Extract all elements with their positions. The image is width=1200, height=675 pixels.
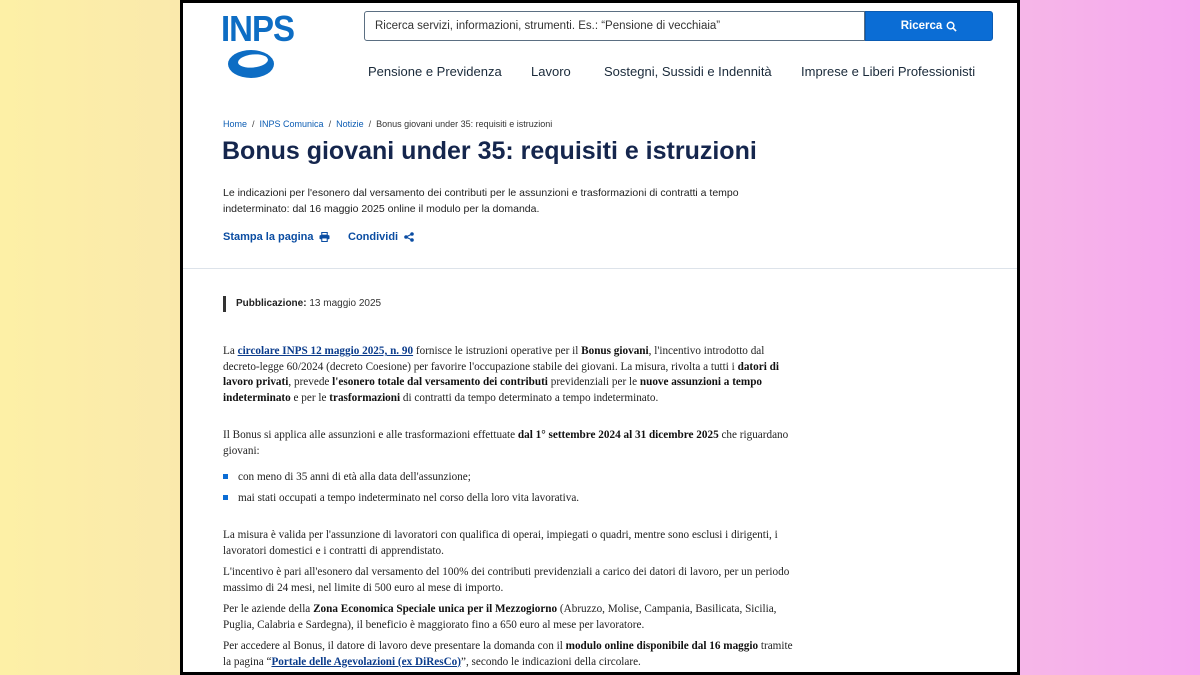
publication-date (223, 296, 381, 312)
bold-text: Bonus giovani (581, 345, 649, 357)
paragraph-eligibility: La misura è valida per l'assunzione di lavoratori con qualifica di operai, impiegati o quadri, mentre sono esclusi i dirigenti, i lavoratori domestici e i contratti di apprendistato. (223, 529, 778, 557)
paragraph-intro (223, 344, 803, 406)
paragraph-application (223, 639, 803, 670)
bold-text: dal 1° settembre 2024 al 31 dicembre 2025 (517, 429, 719, 441)
text: ”, secondo le indicazioni della circolare. (461, 655, 641, 668)
share-icon (404, 232, 414, 242)
bold-text: l'esonero totale dal versamento dei contributi (332, 376, 548, 389)
text: Per le aziende della (223, 603, 314, 615)
paragraph-amount: L'incentivo è pari all'esonero dal versamento del 100% dei contributi previdenziali a carico dei datori di lavoro, per un periodo massimo di 24 mesi, nel limite di 500 euro al mese di importo. (223, 566, 790, 594)
text: , prevede (288, 376, 333, 389)
logo-text: INPS (221, 8, 295, 49)
print-button[interactable] (223, 231, 330, 243)
page-title: Bonus giovani under 35: requisiti e istruzioni (222, 137, 757, 165)
breadcrumb-inps-comunica[interactable]: INPS Comunica (259, 119, 324, 129)
bold-text: modulo online disponibile dal 16 maggio (565, 640, 759, 652)
breadcrumb-home[interactable]: Home (223, 119, 248, 129)
bold-text: datori di lavoro privati (223, 360, 779, 389)
share-button[interactable] (348, 231, 414, 243)
page-subtitle: Le indicazioni per l'esonero dal versamento dei contributi per le assunzioni e trasformazioni di contratti a tempo indeterminato: dal 16 maggio 2025 online il modulo per la domanda. (223, 187, 739, 215)
text: di contratti da tempo determinato a tempo indeterminato. (400, 391, 659, 404)
text: Il Bonus si applica alle assunzioni e alle trasformazioni effettuate (223, 429, 518, 441)
breadcrumb-current: Bonus giovani under 35: requisiti e istruzioni (376, 119, 553, 129)
publication-value: 13 maggio 2025 (309, 298, 382, 309)
nav-item-lavoro[interactable]: Lavoro (531, 64, 571, 79)
web-page (183, 3, 1017, 672)
text: previdenziali per le (547, 376, 640, 389)
list-item (223, 492, 579, 504)
bold-text: nuove assunzioni a tempo indeterminato (223, 376, 763, 404)
breadcrumb (223, 119, 552, 129)
text: La (223, 345, 238, 357)
breadcrumb-notizie[interactable]: Notizie (336, 119, 364, 129)
text: (Abruzzo, Molise, Campania, Basilicata, Sicilia, Puglia, Calabria e Sardegna), il beneficio è maggiorato fino a 650 euro al mese per lavoratore. (223, 603, 777, 631)
text: Per accedere al Bonus, il datore di lavoro deve presentare la domanda con il (223, 640, 566, 652)
paragraph-period (223, 428, 803, 459)
portale-agevolazioni-link[interactable]: Portale delle Agevolazioni (ex DiResCo) (271, 655, 461, 668)
breadcrumb-separator: / (328, 119, 332, 129)
text: fornisce le istruzioni operative per il (413, 345, 582, 357)
bullet-marker (223, 495, 228, 500)
circolare-link[interactable]: circolare INPS 12 maggio 2025, n. 90 (237, 345, 414, 357)
search-button[interactable] (865, 11, 993, 41)
search-input[interactable]: Ricerca servizi, informazioni, strumenti. Es.: “Pensione di vecchiaia” (364, 11, 865, 41)
text: , l'incentivo introdotto dal decreto-legge 60/2024 (decreto Coesione) per favorire l'occupazione stabile dei giovani. La misura, rivolta a tutti i (223, 345, 765, 373)
list-item-text: mai stati occupati a tempo indeterminato nel corso della loro vita lavorativa. (238, 492, 580, 504)
print-label: Stampa la pagina (223, 231, 314, 243)
bullet-marker (223, 474, 228, 479)
text: che riguardano giovani: (223, 429, 789, 457)
section-divider (183, 268, 1017, 269)
paragraph-zes (223, 602, 803, 633)
nav-item-pensione[interactable]: Pensione e Previdenza (368, 64, 502, 79)
breadcrumb-separator: / (368, 119, 372, 129)
bold-text: Zona Economica Speciale unica per il Mezzogiorno (313, 603, 558, 615)
main-nav (183, 64, 1017, 84)
search-icon (946, 21, 957, 32)
list-item (223, 471, 471, 483)
breadcrumb-separator: / (252, 119, 255, 129)
nav-item-sostegni[interactable]: Sostegni, Sussidi e Indennità (604, 64, 772, 79)
list-item-text: con meno di 35 anni di età alla data dell'assunzione; (238, 471, 471, 483)
bold-text: trasformazioni (329, 391, 401, 404)
share-label: Condividi (348, 231, 399, 243)
search-button-label: Ricerca (900, 20, 943, 32)
text: e per le (290, 391, 330, 404)
text: tramite la pagina “ (223, 640, 793, 668)
publication-label: Pubblicazione: (236, 298, 307, 309)
nav-item-imprese[interactable]: Imprese e Liberi Professionisti (801, 64, 976, 79)
printer-icon (319, 232, 330, 242)
